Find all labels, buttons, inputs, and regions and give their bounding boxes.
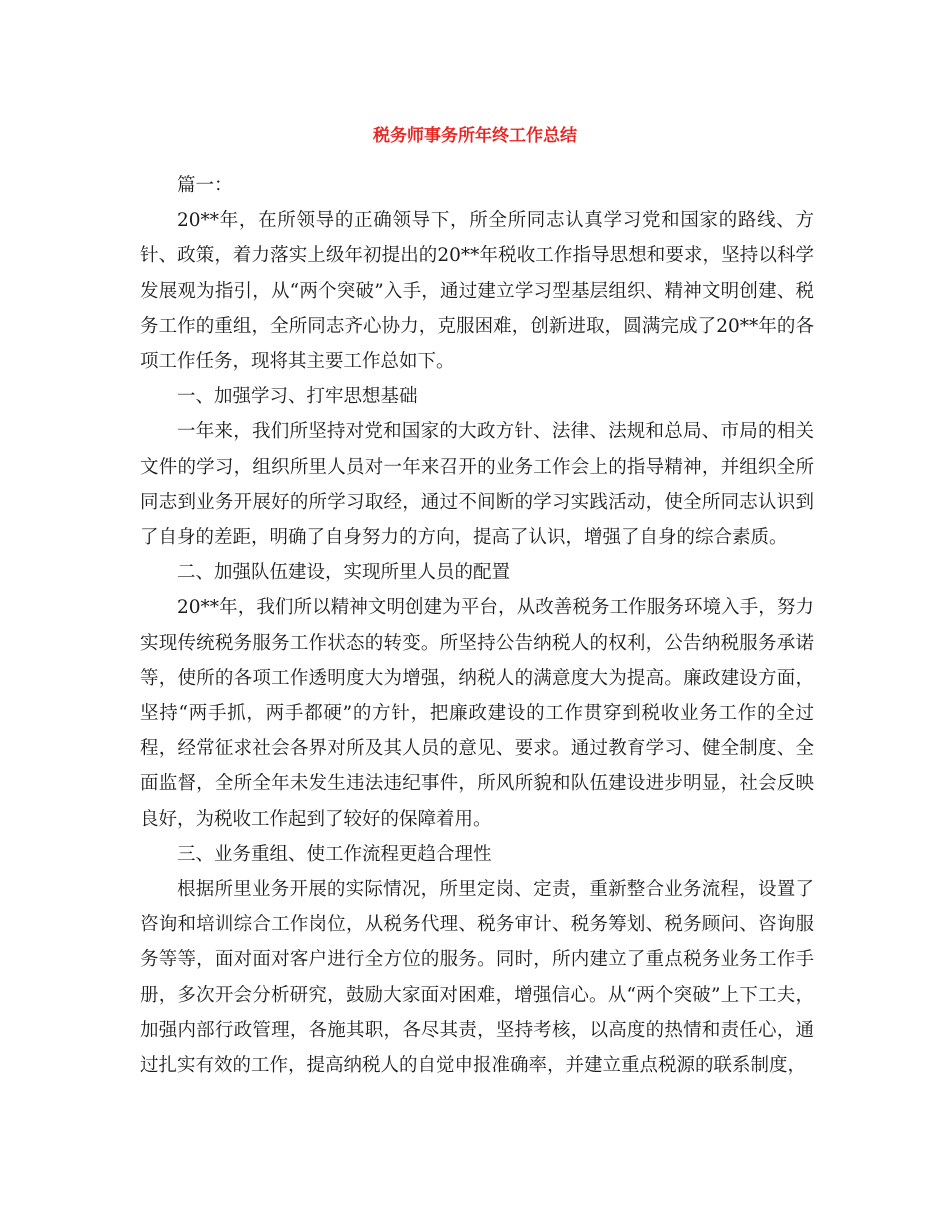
paragraph-2: 20**年，我们所以精神文明创建为平台，从改善税务工作服务环境入手，努力实现传统税务服务工作状态的转变。所坚持公告纳税人的权利，公告纳税服务承诺等，使所的各项工作透明度大为增强，纳税人的满意度大为提高。廉政建设方面，坚持“两手抓，两手都硬”的方针，把廉政建设的工作贯穿到税收业务工作的全过程，经常征求社会各界对所及其人员的意见、要求。通过教育学习、健全制度、全面监督，全所全年未发生违法违纪事件，所风所貌和队伍建设进步明显，社会反映良好，为税收工作起到了较好的保障着用。 xyxy=(140,597,814,830)
heading-3: 三、业务重组、使工作流程更趋合理性 xyxy=(177,843,492,865)
heading-1: 一、加强学习、打牢思想基础 xyxy=(177,386,418,408)
intro-paragraph: 20**年，在所领导的正确领导下，所全所同志认真学习党和国家的路线、方针、政策，着力落实上级年初提出的20**年税收工作指导思想和要求，坚持以科学发展观为指引，从“两个突破”入手，通过建立学习型基层组织、精神文明创建、税务工作的重组，全所同志齐心协力，克服困难，创新进取，圆满完成了20**年的各项工作任务，现将其主要工作总如下。 xyxy=(140,210,814,373)
document-body xyxy=(140,168,814,1083)
document-title: 税务师事务所年终工作总结 xyxy=(373,126,577,146)
section-label: 篇一： xyxy=(177,175,233,196)
heading-2: 二、加强队伍建设，实现所里人员的配置 xyxy=(177,562,511,584)
paragraph-3: 根据所里业务开展的实际情况，所里定岗、定责，重新整合业务流程，设置了咨询和培训综合工作岗位，从税务代理、税务审计、税务筹划、税务顾问、咨询服务等等，面对面对客户进行全方位的服务。同时，所内建立了重点税务业务工作手册，多次开会分析研究，鼓励大家面对困难，增强信心。从“两个突破”上下工夫，加强内部行政管理，各施其职，各尽其责，坚持考核，以高度的热情和责任心，通过扎实有效的工作，提高纳税人的自觉申报准确率，并建立重点税源的联系制度， xyxy=(140,879,814,1077)
paragraph-1: 一年来，我们所坚持对党和国家的大政方针、法律、法规和总局、市局的相关文件的学习，组织所里人员对一年来召开的业务工作会上的指导精神，并组织全所同志到业务开展好的所学习取经，通过不间断的学习实践活动，使全所同志认识到了自身的差距，明确了自身努力的方向，提高了认识，增强了自身的综合素质。 xyxy=(140,421,814,549)
